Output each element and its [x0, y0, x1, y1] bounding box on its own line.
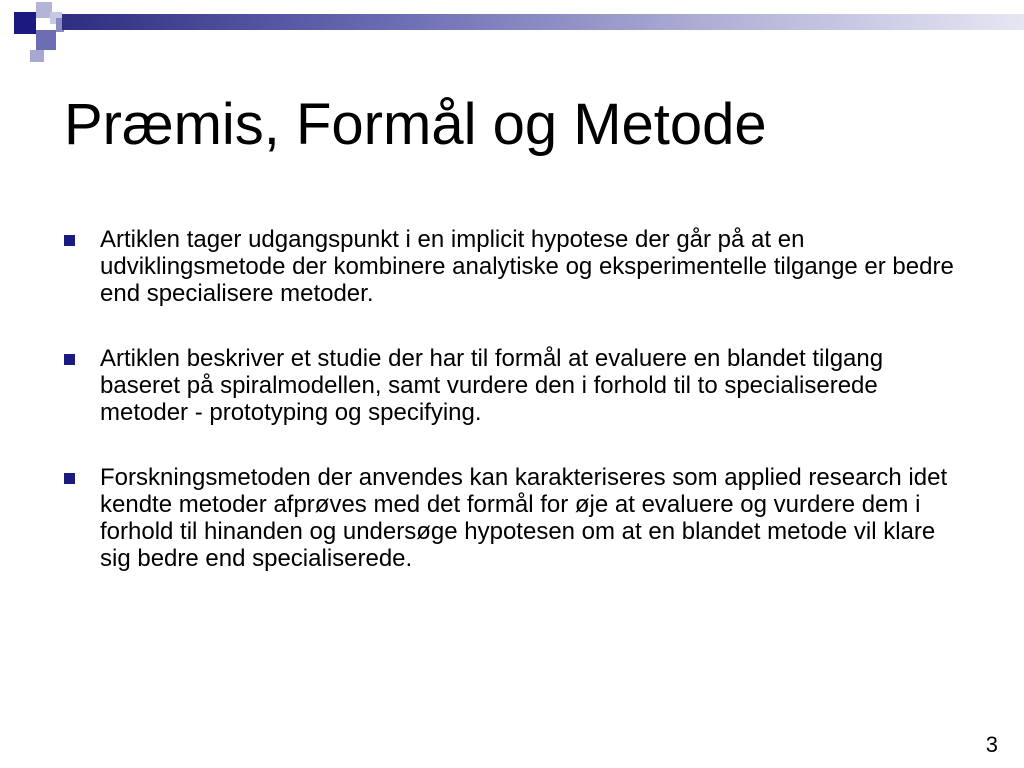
bullet-item	[62, 464, 962, 572]
decorative-square	[30, 50, 44, 62]
slide-title: Præmis, Formål og Metode	[64, 92, 767, 157]
square-bullet-icon	[64, 354, 75, 365]
header-bar	[62, 14, 1024, 30]
decorative-square	[14, 12, 36, 34]
decorative-square	[36, 30, 56, 50]
bullet-list	[62, 226, 962, 610]
page-number: 3	[985, 732, 998, 757]
bullet-text: Artiklen beskriver et studie der har til formål at evaluere en blandet tilgang baseret på spiralmodellen, samt vurdere den i forhold til to specialiserede metoder - prototyping og specifying.	[100, 345, 884, 426]
bullet-item	[62, 345, 962, 426]
square-bullet-icon	[64, 473, 75, 484]
bullet-text: Artiklen tager udgangspunkt i en implicit hypotese der går på at en udviklingsmetode der kombinere analytiske og eksperimentelle tilgange er bedre end specialisere metoder.	[100, 226, 954, 307]
bullet-item	[62, 226, 962, 307]
bullet-text: Forskningsmetoden der anvendes kan karakteriseres som applied research idet kendte metoder afprøves med det formål for øje at evaluere og vurdere dem i forhold til hinanden og undersøge hypotesen om at en blandet metode vil klare sig bedre end specialiserede.	[100, 464, 948, 572]
square-bullet-icon	[64, 235, 75, 246]
